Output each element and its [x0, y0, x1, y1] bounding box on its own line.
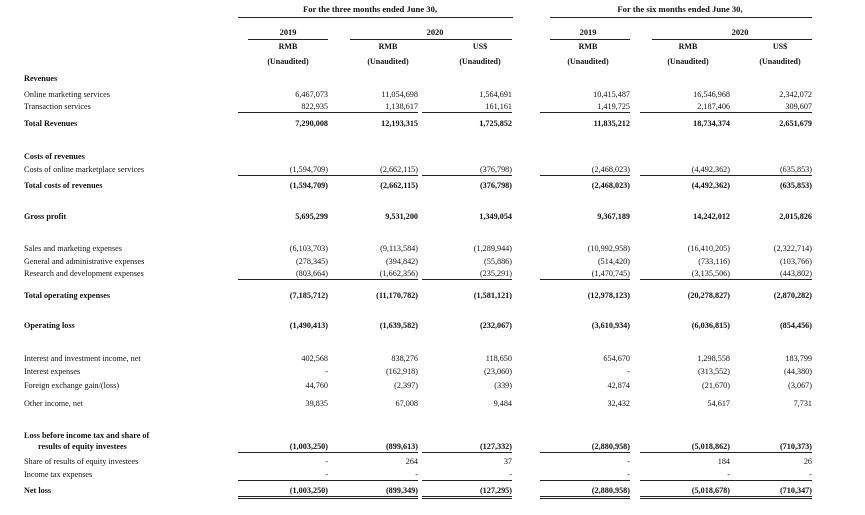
cell-online-marketing-services-col-4: 10,415,487 — [593, 90, 630, 99]
cell-general-and-administrative-expenses-col-3: (55,886) — [484, 257, 512, 266]
cell-interest-and-investment-income-net-col-2: 838,276 — [391, 354, 418, 363]
row-label-costs-of-online-marketplace-services: Costs of online marketplace services — [24, 165, 145, 174]
col-1-currency: RMB — [278, 42, 298, 51]
col-2-unaudited: (Unaudited) — [367, 57, 409, 66]
cell-net-loss-col-5: (5,018,678) — [640, 485, 730, 499]
cell-income-tax-expenses-col-1: - — [238, 469, 328, 481]
col-2-currency: RMB — [378, 42, 398, 51]
row-label-interest-expenses: Interest expenses — [24, 367, 81, 376]
cell-foreign-exchange-gain-loss-col-2: (2,397) — [394, 381, 418, 390]
row-label-operating-loss: Operating loss — [24, 321, 75, 330]
cell-share-of-results-of-equity-investees-col-1: - — [325, 457, 328, 466]
cell-interest-expenses-col-1: - — [325, 367, 328, 376]
table-row — [0, 430, 865, 441]
cell-share-of-results-of-equity-investees-col-4: - — [627, 457, 630, 466]
cell-total-revenues-col-4: 11,835,212 — [593, 119, 630, 128]
cell-general-and-administrative-expenses-col-1: (278,345) — [295, 257, 328, 266]
cell-costs-of-online-marketplace-services-col-4: (2,468,023) — [540, 164, 630, 176]
row-label-loss-before-income-tax-and-share-of: Loss before income tax and share of — [24, 431, 150, 440]
row-label-costs-of-revenues: Costs of revenues — [24, 152, 85, 161]
cell-share-of-results-of-equity-investees-col-5: 184 — [717, 457, 730, 466]
cell-results-of-equity-investees-col-1: (1,003,250) — [238, 441, 328, 453]
cell-general-and-administrative-expenses-col-6: (103,766) — [779, 257, 812, 266]
table-row — [0, 268, 865, 279]
cell-interest-and-investment-income-net-col-5: 1,298,558 — [697, 354, 730, 363]
cell-research-and-development-expenses-col-6: (443,802) — [722, 268, 812, 280]
cell-general-and-administrative-expenses-col-2: (394,842) — [385, 257, 418, 266]
cell-online-marketing-services-col-2: 11,054,698 — [381, 90, 418, 99]
cell-net-loss-col-6: (710,347) — [722, 485, 812, 499]
cell-interest-and-investment-income-net-col-4: 654,670 — [603, 354, 630, 363]
cell-results-of-equity-investees-col-5: (5,018,862) — [640, 441, 730, 453]
col-5-unaudited: (Unaudited) — [667, 57, 709, 66]
col-5-year-rule — [652, 39, 812, 40]
cell-transaction-services-col-3: 161,161 — [422, 101, 512, 113]
cell-results-of-equity-investees-col-6: (710,373) — [722, 441, 812, 453]
cell-results-of-equity-investees-col-2: (899,613) — [328, 441, 418, 453]
table-row — [0, 398, 865, 409]
cell-interest-and-investment-income-net-col-1: 402,568 — [301, 354, 328, 363]
cell-income-tax-expenses-col-4: - — [540, 469, 630, 481]
cell-total-revenues-col-1: 7,290,008 — [295, 119, 328, 128]
cell-share-of-results-of-equity-investees-col-2: 264 — [405, 457, 418, 466]
cell-interest-expenses-col-4: - — [627, 367, 630, 376]
row-label-transaction-services: Transaction services — [24, 102, 91, 111]
col-4-currency: RMB — [578, 42, 598, 51]
row-label-total-costs-of-revenues: Total costs of revenues — [24, 181, 103, 190]
cell-operating-loss-col-4: (3,610,934) — [591, 321, 630, 330]
cell-general-and-administrative-expenses-col-4: (514,420) — [597, 257, 630, 266]
cell-total-operating-expenses-col-4: (12,978,123) — [587, 291, 630, 300]
table-row — [0, 118, 865, 129]
cell-total-operating-expenses-col-5: (20,278,827) — [687, 291, 730, 300]
cell-total-revenues-col-2: 12,193,315 — [381, 119, 418, 128]
table-row — [0, 151, 865, 162]
table-row — [0, 320, 865, 331]
cell-total-revenues-col-6: 2,651,679 — [779, 119, 812, 128]
cell-research-and-development-expenses-col-5: (3,135,506) — [640, 268, 730, 280]
col-3-unaudited: (Unaudited) — [459, 57, 501, 66]
cell-online-marketing-services-col-6: 2,342,072 — [779, 90, 812, 99]
row-label-online-marketing-services: Online marketing services — [24, 90, 110, 99]
row-label-gross-profit: Gross profit — [24, 212, 67, 221]
cell-foreign-exchange-gain-loss-col-6: (3,067) — [788, 381, 812, 390]
row-label-income-tax-expenses: Income tax expenses — [24, 470, 93, 479]
col-2-year: 2020 — [426, 28, 444, 37]
cell-total-revenues-col-5: 18,734,374 — [693, 119, 730, 128]
cell-sales-and-marketing-expenses-col-3: (1,289,944) — [473, 244, 512, 253]
row-label-interest-and-investment-income-net: Interest and investment income, net — [24, 354, 141, 363]
table-row — [0, 456, 865, 467]
col-6-currency: US$ — [772, 42, 788, 51]
table-row — [0, 469, 865, 480]
cell-foreign-exchange-gain-loss-col-5: (21,670) — [702, 381, 730, 390]
cell-interest-expenses-col-6: (44,380) — [784, 367, 812, 376]
cell-total-operating-expenses-col-6: (2,870,282) — [773, 291, 812, 300]
cell-foreign-exchange-gain-loss-col-3: (339) — [494, 381, 512, 390]
cell-net-loss-col-1: (1,003,250) — [238, 485, 328, 499]
table-row — [0, 366, 865, 377]
row-label-results-of-equity-investees: results of equity investees — [38, 442, 127, 451]
cell-total-revenues-col-3: 1,725,852 — [479, 119, 512, 128]
col-4-year: 2019 — [579, 28, 597, 37]
cell-sales-and-marketing-expenses-col-2: (9,113,584) — [380, 244, 418, 253]
cell-sales-and-marketing-expenses-col-5: (16,410,205) — [687, 244, 730, 253]
col-3-currency: US$ — [472, 42, 488, 51]
col-1-year-rule — [248, 39, 328, 40]
cell-other-income-net-col-5: 54,617 — [707, 399, 730, 408]
cell-interest-expenses-col-3: (23,060) — [484, 367, 512, 376]
six-months-header: For the six months ended June 30, — [617, 4, 743, 14]
col-5-year: 2020 — [731, 28, 749, 37]
table-row — [0, 290, 865, 301]
cell-total-costs-of-revenues-col-3: (376,798) — [479, 181, 512, 190]
cell-research-and-development-expenses-col-1: (803,664) — [238, 268, 328, 280]
cell-online-marketing-services-col-1: 6,467,073 — [295, 90, 328, 99]
cell-income-tax-expenses-col-3: - — [422, 469, 512, 481]
cell-gross-profit-col-4: 9,367,189 — [597, 212, 630, 221]
row-label-general-and-administrative-expenses: General and administrative expenses — [24, 257, 145, 266]
cell-foreign-exchange-gain-loss-col-4: 42,874 — [607, 381, 630, 390]
cell-net-loss-col-4: (2,880,958) — [540, 485, 630, 499]
col-1-unaudited: (Unaudited) — [267, 57, 309, 66]
cell-total-costs-of-revenues-col-5: (4,492,362) — [691, 181, 730, 190]
col-2-year-rule — [350, 39, 512, 40]
cell-total-costs-of-revenues-col-1: (1,594,709) — [289, 181, 328, 190]
cell-transaction-services-col-2: 1,138,617 — [328, 101, 418, 113]
table-row — [0, 243, 865, 254]
cell-costs-of-online-marketplace-services-col-1: (1,594,709) — [238, 164, 328, 176]
cell-transaction-services-col-4: 1,419,725 — [540, 101, 630, 113]
cell-costs-of-online-marketplace-services-col-5: (4,492,362) — [640, 164, 730, 176]
row-label-share-of-results-of-equity-investees: Share of results of equity investees — [24, 457, 139, 466]
row-label-other-income-net: Other income, net — [24, 399, 83, 408]
cell-income-tax-expenses-col-2: - — [328, 469, 418, 481]
cell-interest-and-investment-income-net-col-6: 183,799 — [785, 354, 812, 363]
row-label-foreign-exchange-gain-loss: Foreign exchange gain/(loss) — [24, 381, 120, 390]
col-1-year: 2019 — [279, 28, 297, 37]
table-row — [0, 101, 865, 112]
cell-total-costs-of-revenues-col-6: (635,853) — [779, 181, 812, 190]
cell-other-income-net-col-6: 7,731 — [793, 399, 812, 408]
table-row — [0, 441, 865, 452]
cell-income-tax-expenses-col-6: - — [722, 469, 812, 481]
table-row — [0, 485, 865, 496]
cell-operating-loss-col-5: (6,036,815) — [691, 321, 730, 330]
cell-operating-loss-col-2: (1,639,582) — [379, 321, 418, 330]
row-label-net-loss: Net loss — [24, 486, 52, 495]
cell-operating-loss-col-6: (854,456) — [779, 321, 812, 330]
cell-income-tax-expenses-col-5: - — [640, 469, 730, 481]
cell-total-operating-expenses-col-3: (1,581,121) — [473, 291, 512, 300]
cell-other-income-net-col-3: 9,484 — [493, 399, 512, 408]
row-label-total-revenues: Total Revenues — [24, 119, 78, 128]
cell-costs-of-online-marketplace-services-col-2: (2,662,115) — [328, 164, 418, 176]
cell-costs-of-online-marketplace-services-col-6: (635,853) — [722, 164, 812, 176]
cell-transaction-services-col-1: 822,935 — [238, 101, 328, 113]
cell-interest-expenses-col-5: (313,552) — [697, 367, 730, 376]
cell-other-income-net-col-2: 67,008 — [395, 399, 418, 408]
cell-research-and-development-expenses-col-3: (235,291) — [422, 268, 512, 280]
row-label-research-and-development-expenses: Research and development expenses — [24, 269, 144, 278]
cell-costs-of-online-marketplace-services-col-3: (376,798) — [422, 164, 512, 176]
cell-net-loss-col-3: (127,295) — [422, 485, 512, 499]
cell-sales-and-marketing-expenses-col-1: (6,103,703) — [289, 244, 328, 253]
cell-interest-and-investment-income-net-col-3: 118,650 — [485, 354, 512, 363]
cell-other-income-net-col-4: 32,432 — [607, 399, 630, 408]
col-6-unaudited: (Unaudited) — [759, 57, 801, 66]
table-row — [0, 180, 865, 191]
table-row — [0, 211, 865, 222]
cell-share-of-results-of-equity-investees-col-3: 37 — [503, 457, 512, 466]
row-label-total-operating-expenses: Total operating expenses — [24, 291, 111, 300]
cell-research-and-development-expenses-col-2: (1,662,356) — [328, 268, 418, 280]
cell-foreign-exchange-gain-loss-col-1: 44,760 — [305, 381, 328, 390]
cell-total-costs-of-revenues-col-4: (2,468,023) — [591, 181, 630, 190]
cell-net-loss-col-2: (899,349) — [328, 485, 418, 499]
cell-transaction-services-col-5: 2,187,406 — [640, 101, 730, 113]
col-5-currency: RMB — [678, 42, 698, 51]
cell-operating-loss-col-1: (1,490,413) — [289, 321, 328, 330]
col-4-unaudited: (Unaudited) — [567, 57, 609, 66]
cell-results-of-equity-investees-col-4: (2,880,958) — [540, 441, 630, 453]
cell-sales-and-marketing-expenses-col-4: (10,992,958) — [587, 244, 630, 253]
six-months-header-rule — [550, 17, 812, 18]
row-label-revenues: Revenues — [24, 74, 58, 83]
cell-total-costs-of-revenues-col-2: (2,662,115) — [380, 181, 418, 190]
cell-transaction-services-col-6: 309,607 — [722, 101, 812, 113]
cell-gross-profit-col-1: 5,695,299 — [295, 212, 328, 221]
cell-gross-profit-col-6: 2,015,826 — [779, 212, 812, 221]
cell-research-and-development-expenses-col-4: (1,470,745) — [540, 268, 630, 280]
cell-general-and-administrative-expenses-col-5: (733,116) — [698, 257, 730, 266]
cell-operating-loss-col-3: (232,067) — [479, 321, 512, 330]
cell-total-operating-expenses-col-1: (7,185,712) — [289, 291, 328, 300]
cell-online-marketing-services-col-5: 16,546,968 — [693, 90, 730, 99]
table-row — [0, 73, 865, 84]
table-row — [0, 89, 865, 100]
cell-gross-profit-col-2: 9,531,200 — [385, 212, 418, 221]
table-row — [0, 164, 865, 175]
three-months-header-rule — [238, 17, 513, 18]
cell-gross-profit-col-3: 1,349,054 — [479, 212, 512, 221]
table-row — [0, 256, 865, 267]
cell-share-of-results-of-equity-investees-col-6: 26 — [803, 457, 812, 466]
cell-interest-expenses-col-2: (162,918) — [385, 367, 418, 376]
three-months-header: For the three months ended June 30, — [302, 4, 438, 14]
row-label-sales-and-marketing-expenses: Sales and marketing expenses — [24, 244, 122, 253]
cell-sales-and-marketing-expenses-col-6: (2,322,714) — [773, 244, 812, 253]
table-row — [0, 380, 865, 391]
cell-total-operating-expenses-col-2: (11,170,782) — [376, 291, 418, 300]
cell-other-income-net-col-1: 39,835 — [305, 399, 328, 408]
cell-results-of-equity-investees-col-3: (127,332) — [422, 441, 512, 453]
table-row — [0, 353, 865, 364]
col-4-year-rule — [550, 39, 630, 40]
cell-online-marketing-services-col-3: 1,564,691 — [479, 90, 512, 99]
cell-gross-profit-col-5: 14,242,012 — [693, 212, 730, 221]
